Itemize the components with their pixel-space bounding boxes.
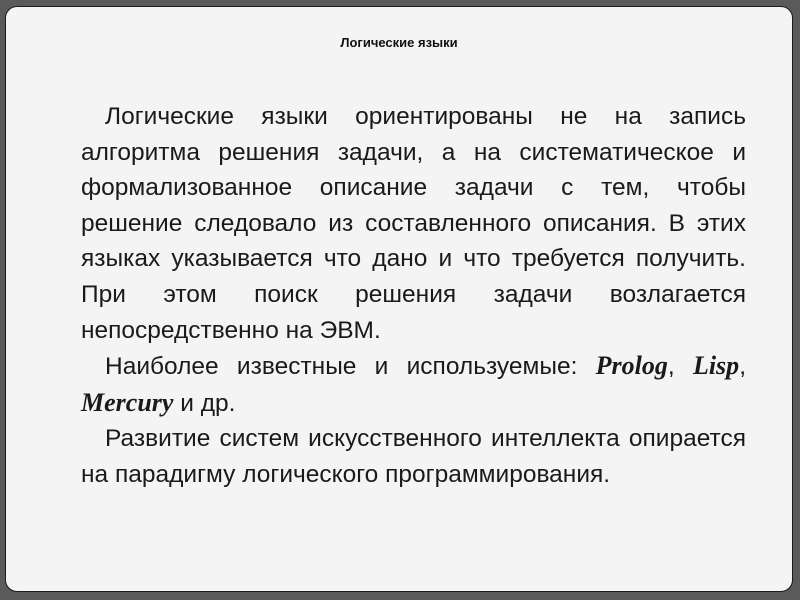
paragraph-known-languages bbox=[81, 348, 746, 421]
known-languages-intro: Наиболее известные и используемые: bbox=[105, 353, 596, 381]
language-lisp: Lisp bbox=[692, 351, 740, 381]
separator: , bbox=[667, 353, 693, 381]
language-prolog: Prolog bbox=[595, 351, 668, 381]
language-mercury: Mercury bbox=[81, 387, 174, 417]
slide bbox=[5, 6, 793, 592]
separator: , bbox=[739, 353, 746, 381]
slide-body bbox=[81, 99, 746, 493]
paragraph-logical-languages-description: Логические языки ориентированы не на запись алгоритма решения задачи, а на систематическое и формализованное описание задачи с тем, чтобы решение следовало из составленного описания. В этих языках указывается что дано и что требуется получить. При этом поиск решения задачи возлагается непосредственно на ЭВМ. bbox=[81, 103, 746, 344]
slide-title: Логические языки bbox=[340, 35, 458, 50]
paragraph-ai-development: Развитие систем искусственного интеллекта опирается на парадигму логического программирования. bbox=[81, 425, 746, 488]
known-languages-outro: и др. bbox=[173, 389, 236, 417]
